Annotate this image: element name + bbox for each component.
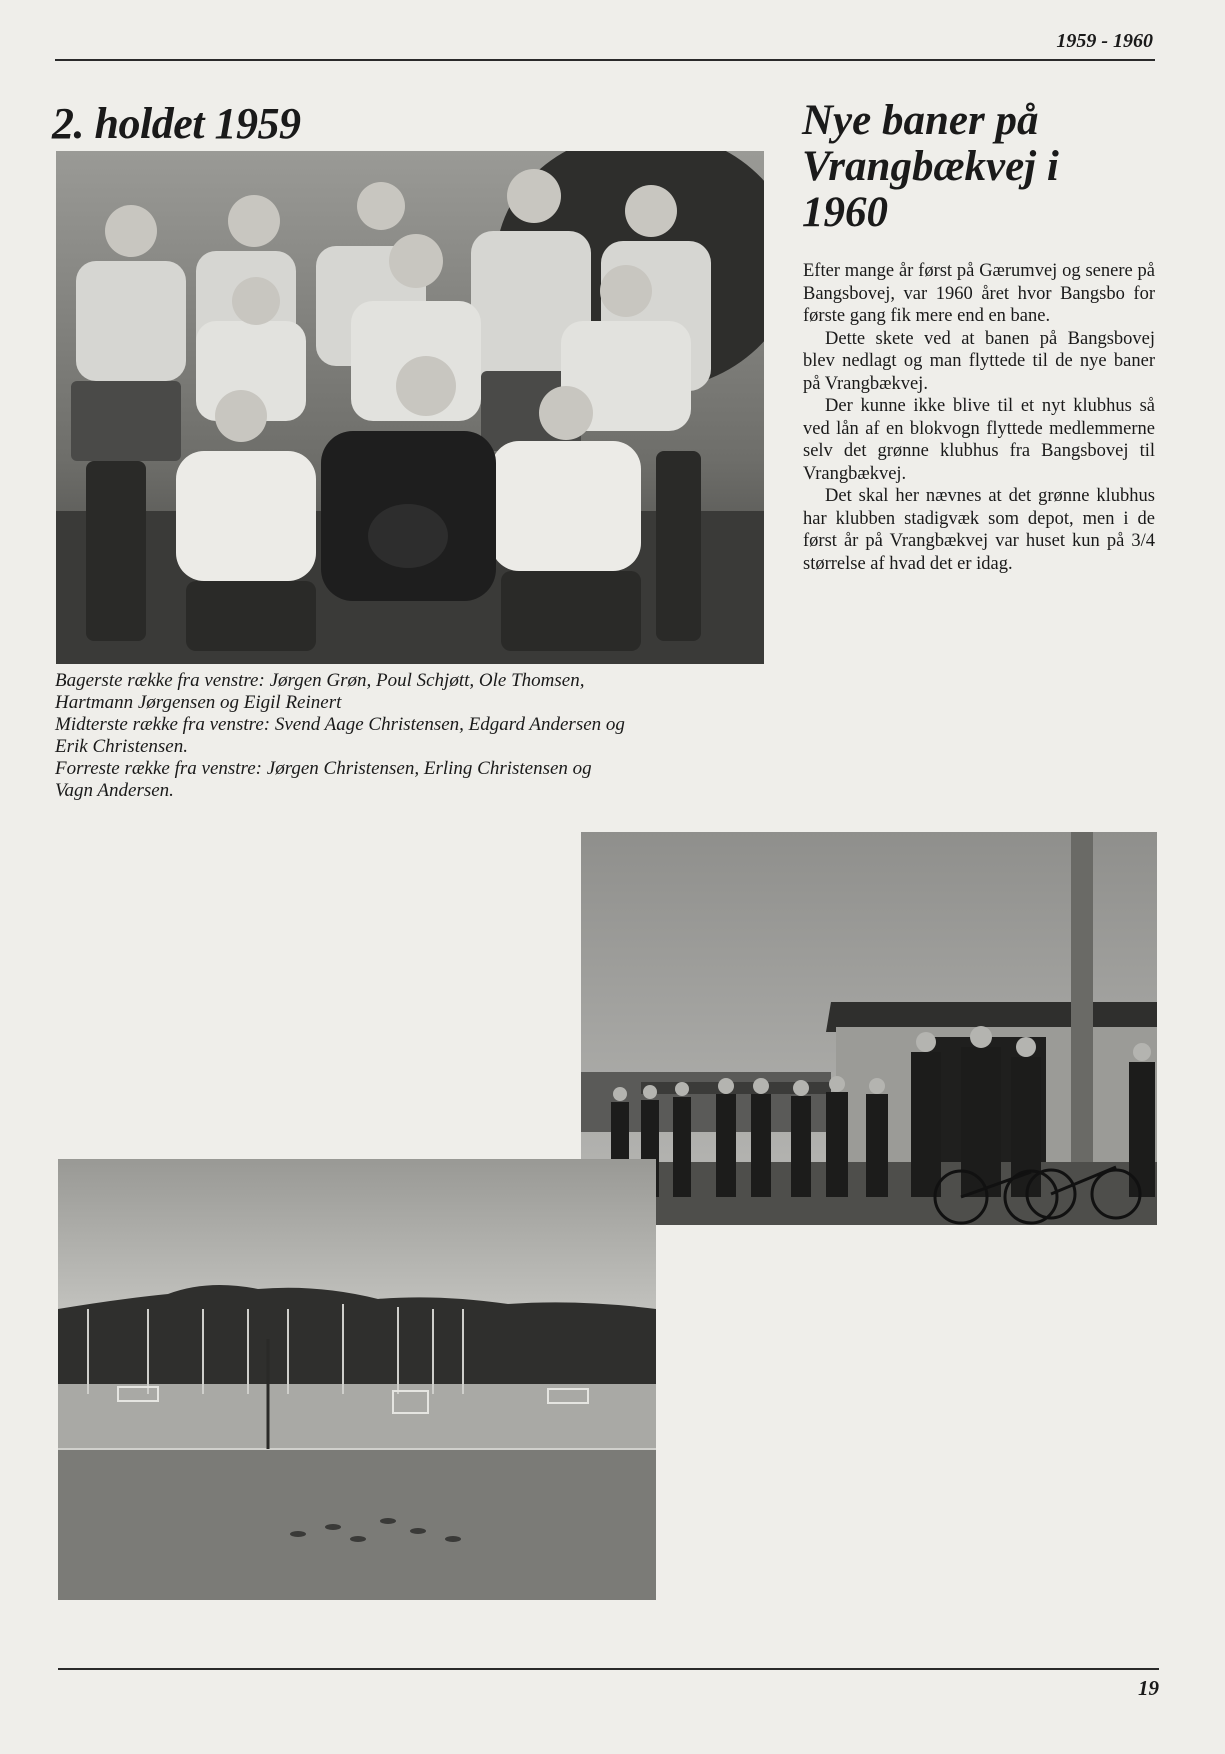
team-photo xyxy=(56,151,764,664)
header-year-range: 1959 - 1960 xyxy=(1056,30,1153,52)
article-paragraph: Efter mange år først på Gærumvej og senere på Bangsbovej, var 1960 året hvor Bangsbo for første gang fik mere end en bane. xyxy=(803,261,1155,326)
caption-line: Vagn Andersen. xyxy=(55,780,174,801)
article-paragraph: Det skal her nævnes at det grønne klubhus har klubben stadigvæk som depot, men i de først år på Vrangbækvej var huset kun på 3/4 størrelse af hvad det er idag. xyxy=(803,486,1155,574)
fields-article-body xyxy=(803,260,1155,575)
caption-line: Erik Christensen. xyxy=(55,736,188,757)
caption-line: Hartmann Jørgensen og Eigil Reinert xyxy=(55,692,342,713)
page-number: 19 xyxy=(1138,1676,1159,1700)
sports-fields-photo xyxy=(58,1159,656,1600)
caption-line: Bagerste række fra venstre: Jørgen Grøn, Poul Schjøtt, Ole Thomsen, xyxy=(55,670,585,691)
title-line: Nye baner på xyxy=(802,97,1039,144)
fields-article-title xyxy=(802,98,1162,236)
caption-line: Midterste række fra venstre: Svend Aage Christensen, Edgard Andersen og xyxy=(55,714,625,735)
team-article-title: 2. holdet 1959 xyxy=(52,99,301,148)
team-photo-caption xyxy=(55,670,775,802)
title-line: 1960 xyxy=(802,189,888,236)
article-paragraph: Der kunne ikke blive til et nyt klubhus så ved lån af en blokvogn flyttede medlemmerne selv det grønne klubhus fra Bangsbovej til Vrangbækvej. xyxy=(803,396,1155,484)
clubhouse-photo xyxy=(581,832,1157,1225)
caption-line: Forreste række fra venstre: Jørgen Christensen, Erling Christensen og xyxy=(55,758,592,779)
article-paragraph: Dette skete ved at banen på Bangsbovej blev nedlagt og man flyttede til de nye baner på Vrangbækvej. xyxy=(803,328,1155,394)
footer-rule xyxy=(58,1668,1159,1670)
header-rule xyxy=(55,59,1155,61)
title-line: Vrangbækvej i xyxy=(802,143,1059,190)
